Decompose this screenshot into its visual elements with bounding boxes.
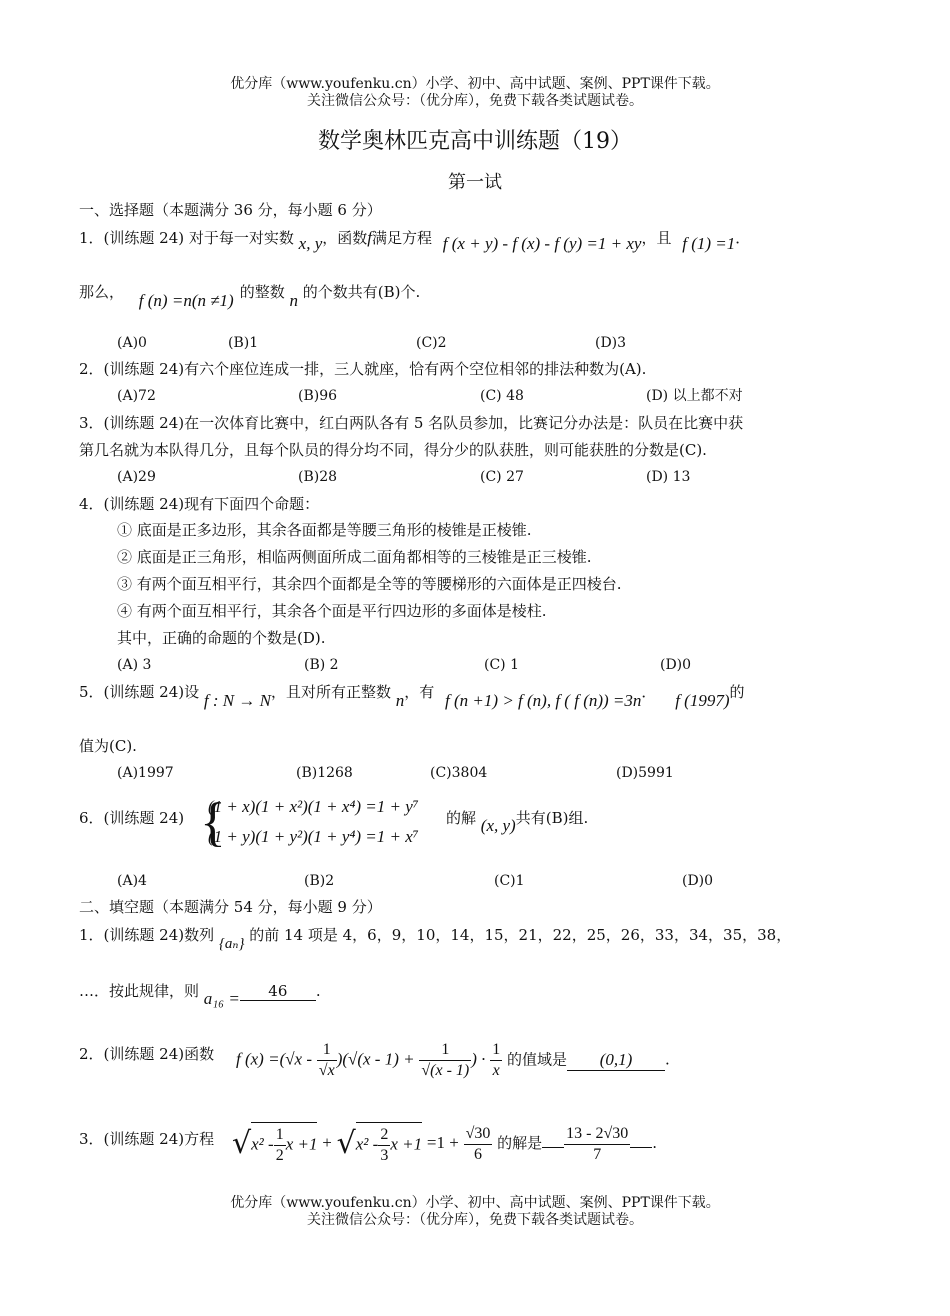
s1-q5-eq1: f : N → N [203, 691, 271, 710]
s1-q4-item-3: ③ 有两个面互相平行，其余四个面都是全等的等腰梯形的六面体是正四棱台. [117, 575, 622, 593]
sqrt-icon: √ [336, 1126, 356, 1161]
s2-q3-frac1 [274, 1125, 286, 1166]
s1-q2-option-b: (B)96 [298, 388, 338, 404]
s1-q5-end: 的 [729, 683, 745, 701]
header-line-2: 关注微信公众号：（优分库），免费下载各类试题试卷。 [307, 93, 643, 109]
footer-line-2: 关注微信公众号：（优分库），免费下载各类试题试卷。 [307, 1212, 643, 1228]
s1-q1-vars: x, y [298, 234, 323, 253]
s1-q5-option-d: (D)5991 [616, 765, 674, 781]
s2-q3-root1b: x +1 [285, 1134, 318, 1154]
s2-q2-frac3-den: x [492, 1062, 500, 1079]
s1-q3-option-b: (B)28 [298, 469, 338, 485]
s2-q3-eq: =1 + [426, 1133, 459, 1152]
s1-q1-mid: ，函数 [322, 229, 368, 247]
s2-q3-root1a: x² - [251, 1134, 274, 1154]
section2-heading: 二、填空题（本题满分 54 分，每小题 9 分） [79, 898, 382, 916]
s2-q3-formula [232, 1122, 657, 1166]
s1-q1-eq: f (x + y) - f (x) - f (y) =1 + xy [442, 234, 642, 253]
s1-q6-option-a: (A)4 [117, 873, 147, 889]
s1-q1-line2b: 的整数 [239, 283, 285, 301]
s2-q3-plus: + [322, 1133, 332, 1152]
s2-q2-frac1 [317, 1040, 337, 1081]
s1-q1-option-d: (D)3 [595, 335, 627, 351]
s2-q3-blank-left [542, 1147, 564, 1148]
s2-q2-frac3 [490, 1040, 502, 1081]
s1-q1-line1 [79, 228, 751, 253]
s1-q3-option-a: (A)29 [117, 469, 156, 485]
s2-q3-frac3-den: 6 [473, 1145, 482, 1163]
footer-line-1: 优分库（www.youfenku.cn）小学、初中、高中试题、案例、PPT课件下载。 [230, 1195, 720, 1211]
s1-q3-option-c: (C) 27 [480, 469, 524, 485]
s1-q6-prefix: 6．(训练题 24) [79, 809, 185, 827]
s1-q2-option-d: (D) 以上都不对 [646, 388, 743, 404]
s2-q3-frac2 [378, 1125, 390, 1166]
s1-q1-option-c: (C)2 [416, 335, 447, 351]
s2-q3-frac1-den: 2 [275, 1147, 284, 1164]
s2-q1-lhs: a₁₆ = [203, 989, 240, 1008]
s1-q6-tail [446, 809, 589, 835]
s1-q4-item-2: ② 底面是正三角形，相临两侧面所成二面角都相等的三棱锥是正三棱锥. [117, 548, 592, 566]
s1-q6-mid: 的解 [446, 809, 477, 827]
s1-q1-mid2: 满足方程 [372, 229, 433, 247]
s2-q2-frac2 [419, 1040, 471, 1081]
sqrt-icon: √ [232, 1126, 252, 1161]
s1-q1-end: ． [735, 229, 751, 247]
s2-q2-frac1-num: 1 [317, 1040, 337, 1061]
s1-q5-mid2: ，有 [404, 683, 435, 701]
s2-q3-root2 [356, 1122, 422, 1166]
s1-q4-item-4: ④ 有两个面互相平行，其余各个面是平行四边形的多面体是棱柱. [117, 602, 547, 620]
s2-q3-blank-right [630, 1147, 652, 1148]
s2-q3-answer-num: 13 - 2√30 [564, 1124, 630, 1145]
s1-q5-line1 [79, 683, 745, 710]
section1-heading: 一、选择题（本题满分 36 分，每小题 6 分） [79, 201, 382, 219]
s1-q4-option-b: (B) 2 [304, 657, 339, 673]
s1-q5-eq3: f (1997) [675, 691, 730, 710]
s2-q3-frac1-num: 1 [274, 1125, 286, 1146]
s2-q2-end: . [665, 1050, 670, 1069]
s2-q3-frac2-num: 2 [378, 1125, 390, 1146]
page-subtitle: 第一试 [448, 172, 502, 193]
s1-q5-option-b: (B)1268 [296, 765, 353, 781]
s1-q1-option-b: (B)1 [228, 335, 259, 351]
s1-q3-line1: 3．(训练题 24)在一次体育比赛中，红白两队各有 5 名队员参加，比赛记分办法是：队员在比赛中获 [79, 414, 744, 432]
s1-q1-f: f [367, 228, 372, 247]
s1-q4-option-a: (A) 3 [117, 657, 152, 673]
s2-q3-end: . [652, 1134, 658, 1152]
s2-q2-frac1-den: √x [318, 1062, 335, 1079]
s2-q3-answer-den: 7 [593, 1145, 602, 1163]
s1-q3-option-d: (D) 13 [646, 469, 691, 485]
s2-q1-end: . [315, 982, 321, 1000]
s2-q2-suffix: 的值域是 [506, 1050, 567, 1069]
s1-q2-text: 2．(训练题 24)有六个座位连成一排，三人就座，恰有两个空位相邻的排法种数为(A). [79, 360, 647, 378]
s1-q4-text: 4．(训练题 24)现有下面四个命题： [79, 495, 320, 513]
s1-q4-item-1: ① 底面是正多边形，其余各面都是等腰三角形的棱锥是正棱锥. [117, 521, 532, 539]
s1-q5-mid3: ． [641, 683, 657, 701]
s2-q3-root2a: x² - [355, 1134, 379, 1154]
s2-q2-end1: ) · [471, 1049, 486, 1069]
s2-q3-frac2-den: 3 [380, 1147, 389, 1164]
s2-q2-prefix: 2．(训练题 24)函数 [79, 1045, 215, 1063]
s2-q3-frac3 [464, 1124, 493, 1165]
s2-q1-answer: 46 [240, 982, 316, 1001]
s2-q3-suffix: 的解是 [497, 1134, 543, 1152]
s2-q3-frac3-num: √30 [464, 1124, 493, 1145]
s1-q5-mid: ，且对所有正整数 [270, 683, 391, 701]
header-line-1: 优分库（www.youfenku.cn）小学、初中、高中试题、案例、PPT课件下载。 [230, 76, 720, 92]
s1-q1-mid3: ，且 [641, 229, 672, 247]
s2-q1-prefix: 1．(训练题 24)数列 [79, 926, 215, 944]
s2-q2-mid: )(√(x - 1) + [336, 1049, 415, 1069]
s2-q2-formula [236, 1040, 670, 1081]
s1-q5-eq2: f (n +1) > f (n), f ( f (n)) =3n [445, 691, 642, 710]
s1-q1-line2a: 那么， [79, 283, 125, 301]
s2-q1-text: 的前 14 项是 4，6，9，10，14，15，21，22，25，26，33，34，35，38， [249, 926, 792, 944]
s1-q1-eq3: f (n) =n(n ≠1) [138, 291, 234, 310]
s1-q3-line2: 第几名就为本队得几分，且每个队员的得分均不同，得分少的队获胜，则可能获胜的分数是(C). [79, 441, 707, 459]
s1-q2-option-c: (C) 48 [480, 388, 524, 404]
s1-q6-eq1: (1 + x)(1 + x²)(1 + x⁴) =1 + y⁷ [208, 797, 419, 816]
s2-q3-root1 [251, 1122, 317, 1166]
s1-q4-option-c: (C) 1 [484, 657, 519, 673]
s2-q1-line1 [79, 926, 792, 952]
s1-q2-option-a: (A)72 [117, 388, 156, 404]
s2-q2-frac3-num: 1 [490, 1040, 502, 1061]
s2-q3-prefix: 3．(训练题 24)方程 [79, 1130, 215, 1148]
s1-q1-line2 [79, 283, 421, 310]
s1-q6-option-d: (D)0 [682, 873, 714, 889]
s2-q1-seq: {aₙ} [218, 936, 245, 952]
s2-q3-root2b: x +1 [390, 1134, 423, 1154]
s1-q6-eq2: (1 + y)(1 + y²)(1 + y⁴) =1 + x⁷ [208, 827, 419, 846]
s2-q2-answer: (0,1) [567, 1050, 665, 1071]
s1-q6-end: 共有(B)组. [515, 809, 589, 827]
page-title: 数学奥林匹克高中训练题（19） [318, 129, 632, 154]
s2-q2-lhs: f (x) =(√x - [236, 1049, 313, 1069]
s2-q1-line2a: …．按此规律，则 [79, 982, 200, 1000]
s1-q1-eq2: f (1) =1 [682, 234, 736, 253]
s1-q1-n: n [289, 291, 299, 310]
s1-q4-conclusion: 其中，正确的命题的个数是(D). [117, 629, 326, 647]
left-brace-icon: { [200, 792, 226, 852]
s1-q5-option-c: (C)3804 [430, 765, 488, 781]
s2-q2-frac2-den: √(x - 1) [421, 1062, 470, 1079]
s1-q5-n: n [395, 691, 405, 710]
s1-q6-option-b: (B)2 [304, 873, 335, 889]
s1-q1-line2c: 的个数共有(B)个. [302, 283, 421, 301]
s1-q6-option-c: (C)1 [494, 873, 525, 889]
s1-q1-option-a: (A)0 [117, 335, 147, 351]
s1-q6-equation-system [200, 794, 450, 856]
s1-q1-prefix: 1．(训练题 24) 对于每一对实数 [79, 229, 294, 247]
s2-q1-line2 [79, 982, 321, 1008]
s2-q2-frac2-num: 1 [419, 1040, 471, 1061]
s1-q4-option-d: (D)0 [660, 657, 692, 673]
s2-q3-answer [564, 1124, 630, 1165]
s1-q6-pair: (x, y) [480, 816, 516, 835]
s1-q5-prefix: 5．(训练题 24)设 [79, 683, 200, 701]
s1-q5-line2: 值为(C). [79, 737, 137, 755]
s1-q5-option-a: (A)1997 [117, 765, 174, 781]
